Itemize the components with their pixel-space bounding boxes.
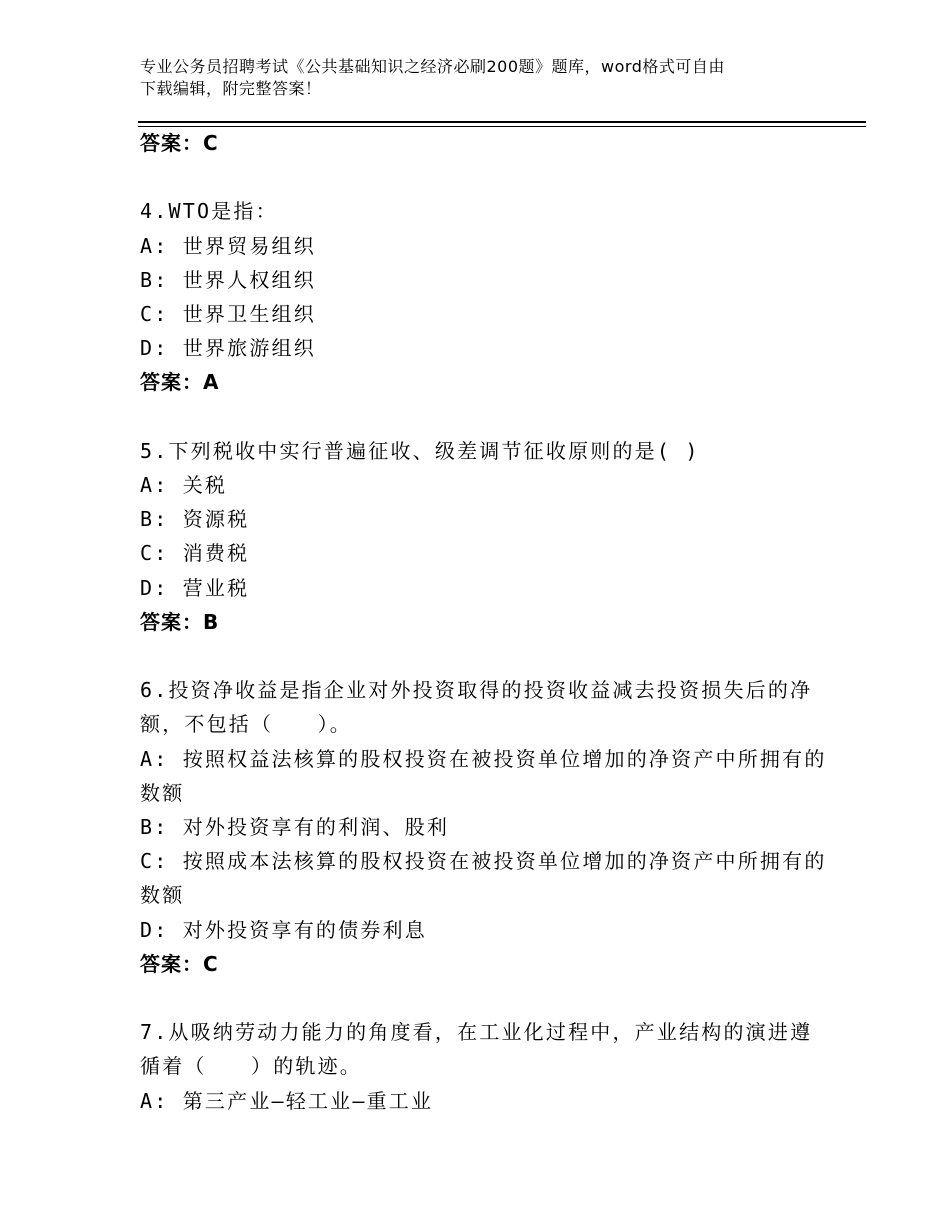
answer-line: 答案：A <box>140 370 220 395</box>
spacer <box>140 639 820 673</box>
header-line-1: 专业公务员招聘考试《公共基础知识之经济必刷200题》题库，word格式可自由 <box>140 57 725 76</box>
question-stem: 5.下列税收中实行普遍征收、级差调节征收原则的是( ) <box>140 438 700 463</box>
spacer <box>140 160 820 194</box>
question-stem-continued: 额，不包括（ ）。 <box>140 712 352 737</box>
option-d: D: 营业税 <box>140 575 250 600</box>
option-c: C: 世界卫生组织 <box>140 302 316 326</box>
option-c: C: 按照成本法核算的股权投资在被投资单位增加的净资产中所拥有的 <box>140 849 827 874</box>
option-d: D: 世界旅游组织 <box>140 336 316 361</box>
header-line-2: 下载编辑，附完整答案！ <box>140 79 322 98</box>
header-rule <box>138 121 866 123</box>
answer-line: 答案：C <box>140 131 219 155</box>
spacer <box>140 981 820 1015</box>
option-c: C: 消费税 <box>140 541 250 566</box>
option-d: D: 对外投资享有的债券利息 <box>140 917 427 942</box>
option-b: B: 世界人权组织 <box>140 267 316 292</box>
question-stem-continued: 循着（ ）的轨迹。 <box>140 1054 362 1079</box>
spacer <box>140 400 820 434</box>
question-stem: 4.WTO是指： <box>140 199 278 224</box>
question-stem: 7.从吸纳劳动力能力的角度看，在工业化过程中，产业结构的演进遵 <box>140 1020 813 1045</box>
option-b: B: 资源税 <box>140 507 250 532</box>
question-block <box>140 1015 820 1118</box>
option-a-continued: 数额 <box>140 780 185 805</box>
question-stem: 6.投资净收益是指企业对外投资取得的投资收益减去投资损失后的净 <box>140 678 813 703</box>
answer-line: 答案：C <box>140 951 219 976</box>
option-a: A: 关税 <box>140 473 228 497</box>
question-block <box>140 673 827 981</box>
question-list <box>140 126 827 1118</box>
option-a: A: 世界贸易组织 <box>140 233 316 258</box>
option-a: A: 第三产业—轻工业—重工业 <box>140 1088 434 1113</box>
option-b: B: 对外投资享有的利润、股利 <box>140 815 450 840</box>
answer-line: 答案：B <box>140 609 220 634</box>
question-block <box>140 194 820 399</box>
option-c-continued: 数额 <box>140 883 185 908</box>
question-block <box>140 434 820 639</box>
option-a: A: 按照权益法核算的股权投资在被投资单位增加的净资产中所拥有的 <box>140 746 827 771</box>
page-header <box>140 56 820 100</box>
